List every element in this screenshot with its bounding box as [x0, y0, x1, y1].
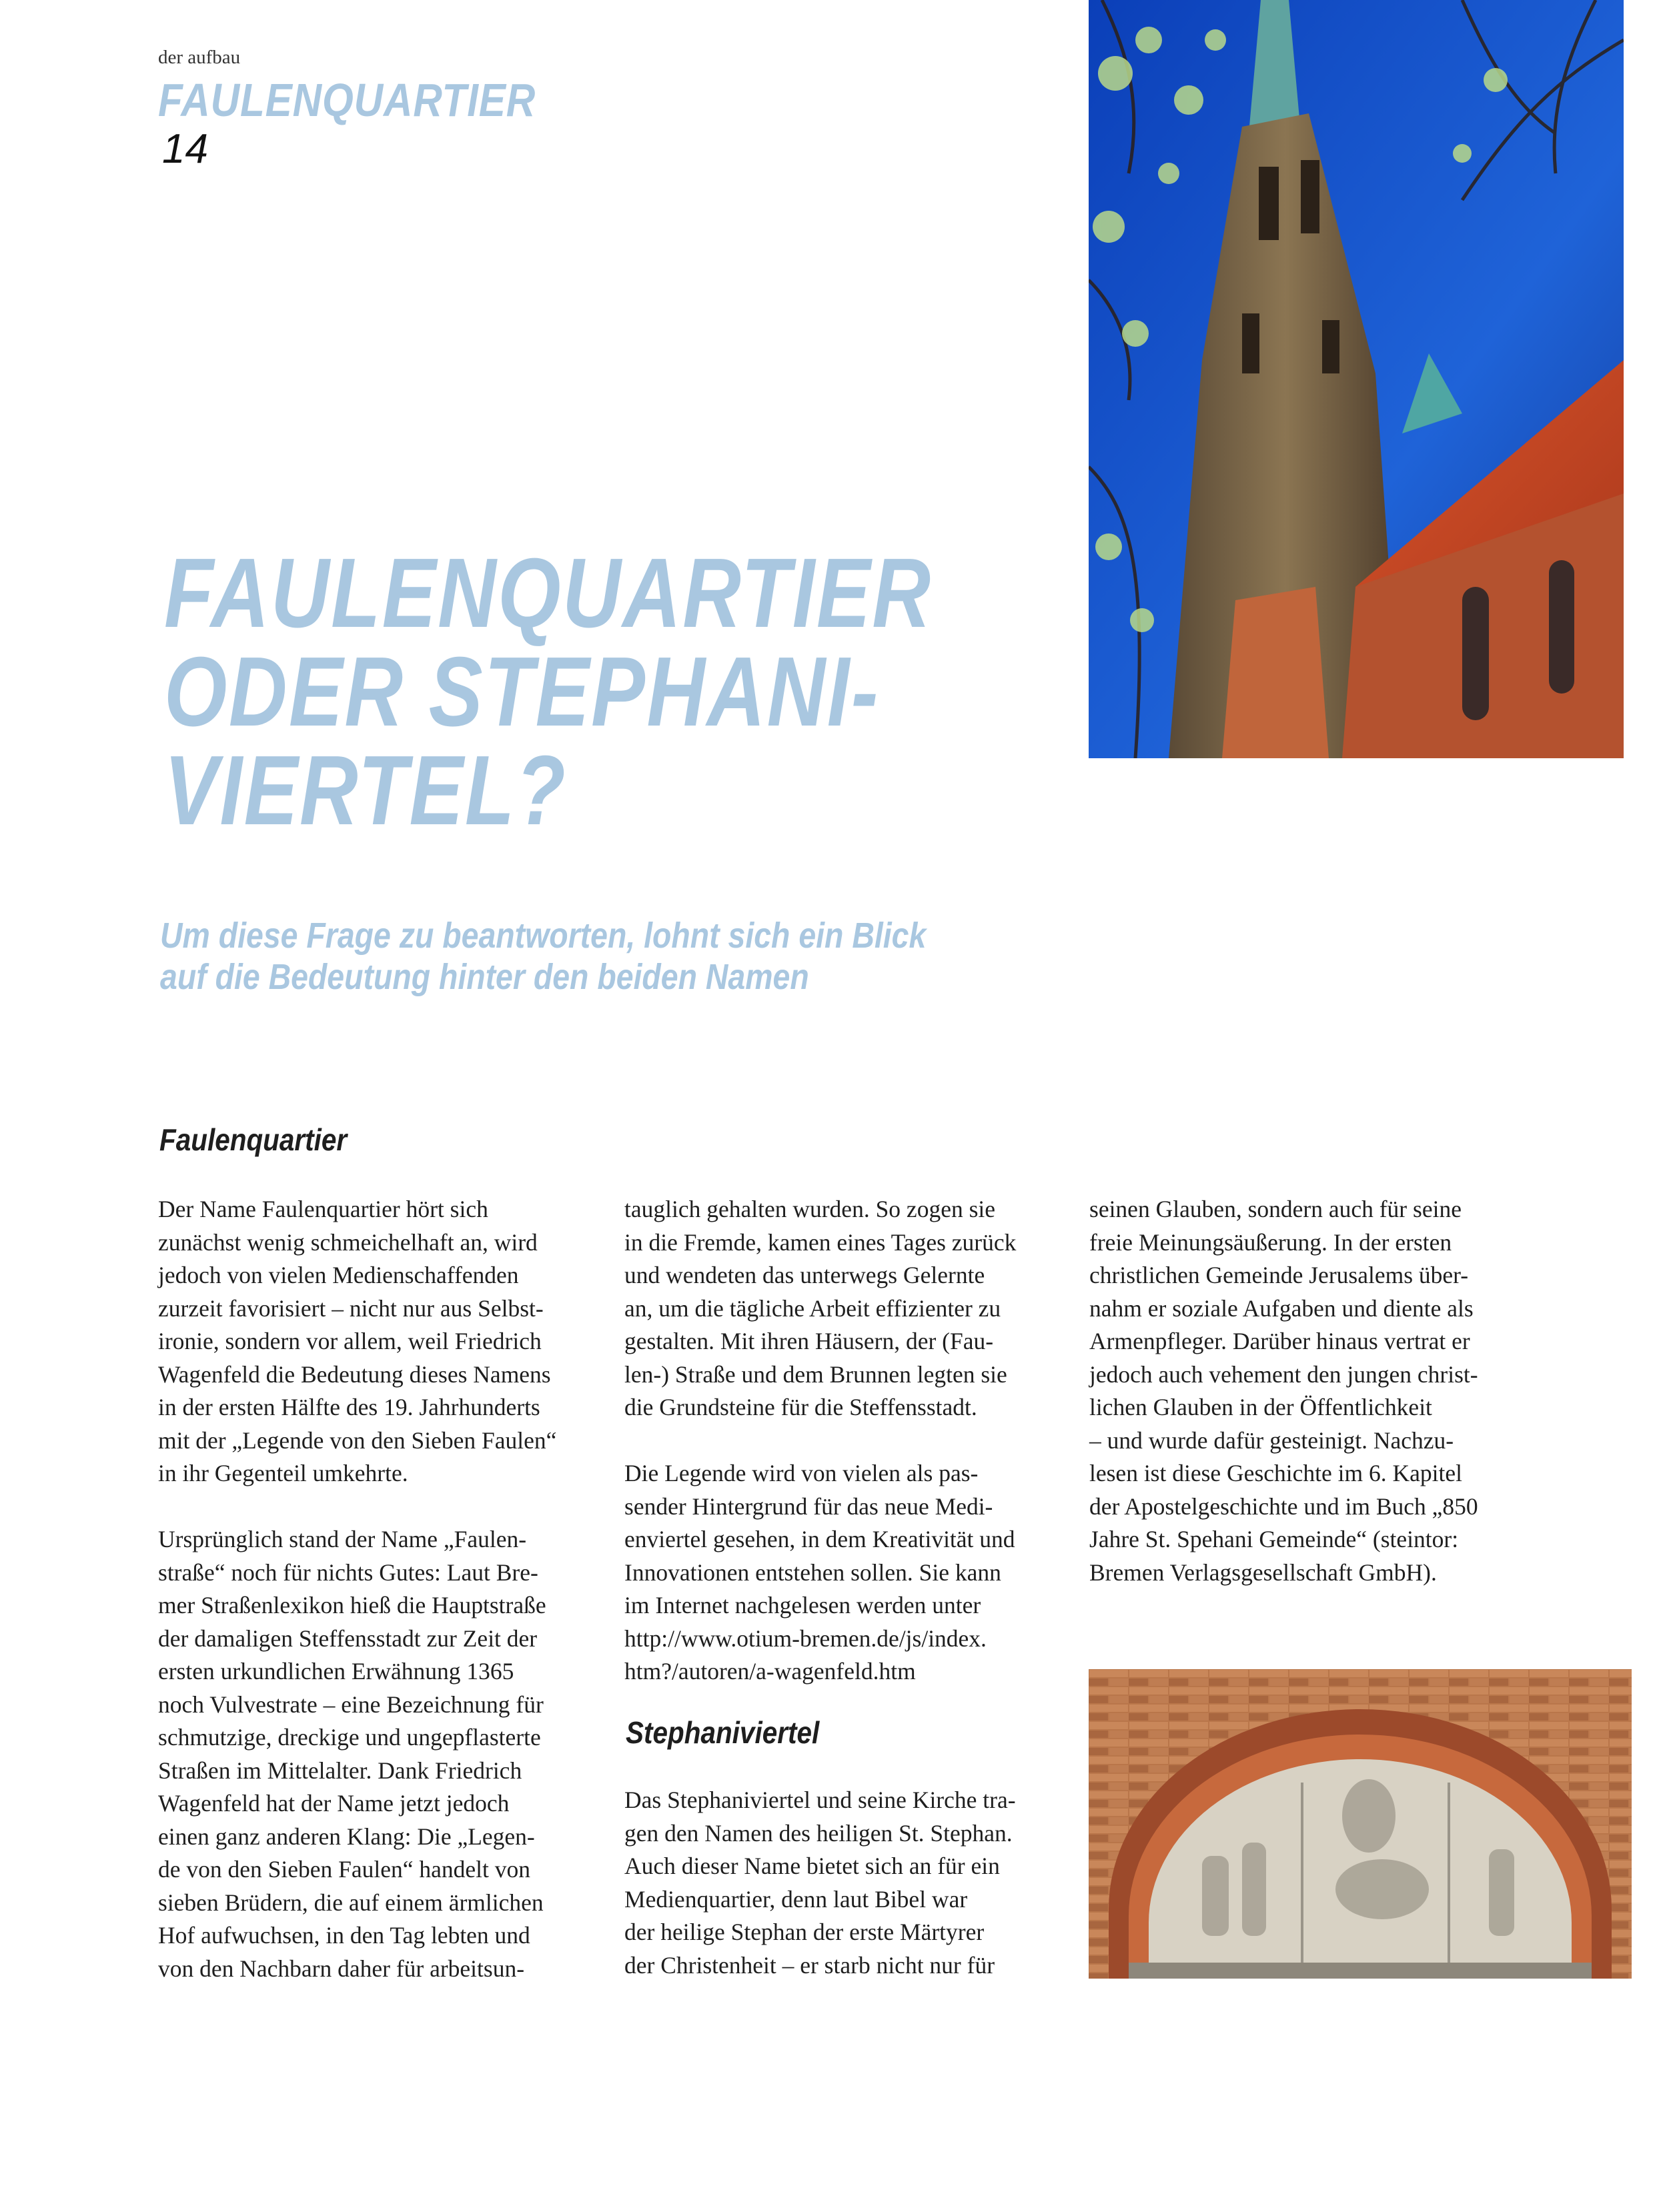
text-line: der Apostelgeschichte und im Buch „850	[1089, 1492, 1478, 1520]
text-line: Ursprünglich stand der Name „Faulen-	[158, 1526, 527, 1552]
text-line: jedoch von vielen Medienschaffenden	[158, 1262, 519, 1288]
lead-text	[160, 915, 926, 998]
text-line: der heilige Stephan der erste Märtyrer	[624, 1919, 985, 1945]
text-line: zunächst wenig schmeichelhaft an, wird	[158, 1228, 538, 1256]
text-line: die Grundsteine für die Steffensstadt.	[624, 1394, 977, 1420]
text-line: Innovationen entstehen sollen. Sie kann	[624, 1558, 1001, 1586]
portal-relief-photo	[1089, 1669, 1632, 1979]
text-line: Straßen im Mittelalter. Dank Friedrich	[158, 1757, 522, 1784]
text-line: in die Fremde, kamen eines Tages zurück	[624, 1228, 1017, 1256]
text-line: gen den Namen des heiligen St. Stephan.	[624, 1819, 1013, 1847]
text-column-2	[624, 1193, 1016, 1689]
section-title: FAULENQUARTIER	[158, 74, 536, 126]
text-line: Die Legende wird von vielen als pas-	[624, 1460, 979, 1486]
text-line: in der ersten Hälfte des 19. Jahrhunderts	[158, 1394, 540, 1420]
headline	[164, 538, 933, 846]
text-line: von den Nachbarn daher für arbeitsun-	[158, 1955, 525, 1982]
lead-line: auf die Bedeutung hinter den beiden Namen	[160, 957, 809, 997]
text-line: an, um die tägliche Arbeit effizienter zu	[624, 1294, 1001, 1322]
text-line: Das Stephaniviertel und seine Kirche tra-	[624, 1787, 1016, 1813]
text-line: enviertel gesehen, in dem Kreativität und	[624, 1526, 1015, 1552]
headline-line: FAULENQUARTIER	[164, 538, 933, 648]
lead-line: Um diese Frage zu beantworten, lohnt sich ein Blick	[160, 916, 927, 956]
text-line: zurzeit favorisiert – nicht nur aus Selbst-	[158, 1294, 544, 1322]
text-line: der Christenheit – er starb nicht nur für	[624, 1951, 995, 1979]
url-line[interactable]: http://www.otium-bremen.de/js/index.	[624, 1624, 987, 1652]
paragraph	[624, 1457, 1016, 1689]
subhead-stephaniviertel: Stephaniviertel	[626, 1715, 820, 1750]
text-line: ironie, sondern vor allem, weil Friedrich	[158, 1328, 542, 1354]
text-line: Bremen Verlagsgesellschaft GmbH).	[1089, 1558, 1437, 1586]
text-column-1	[158, 1193, 556, 1985]
text-line: ersten urkundlichen Erwähnung 1365	[158, 1658, 514, 1685]
text-line: straße“ noch für nichts Gutes: Laut Bre-	[158, 1558, 538, 1586]
headline-line: VIERTEL?	[164, 736, 568, 846]
paragraph	[624, 1784, 1016, 1982]
text-line: nahm er soziale Aufgaben und diente als	[1089, 1294, 1474, 1322]
page-number: 14	[162, 126, 208, 172]
text-line: len-) Straße und dem Brunnen legten sie	[624, 1360, 1007, 1388]
text-line: Wagenfeld die Bedeutung dieses Namens	[158, 1360, 551, 1388]
paragraph	[624, 1193, 1016, 1424]
section-label: der aufbau	[158, 47, 241, 68]
text-line: mer Straßenlexikon hieß die Hauptstraße	[158, 1592, 546, 1618]
paragraph	[158, 1523, 556, 1985]
paragraph	[158, 1193, 556, 1490]
text-line: im Internet nachgelesen werden unter	[624, 1592, 981, 1618]
text-line: sieben Brüdern, die auf einem ärmlichen	[158, 1889, 544, 1916]
text-line: Auch dieser Name bietet sich an für ein	[624, 1853, 1000, 1879]
text-line: – und wurde dafür gesteinigt. Nachzu-	[1089, 1426, 1454, 1454]
text-line: Der Name Faulenquartier hört sich	[158, 1196, 488, 1222]
text-line: gestalten. Mit ihren Häusern, der (Fau-	[624, 1328, 994, 1354]
text-column-3	[1089, 1193, 1478, 1589]
text-line: Medienquartier, denn laut Bibel war	[624, 1885, 968, 1913]
text-line: der damaligen Steffensstadt zur Zeit der	[158, 1624, 538, 1652]
text-line: in ihr Gegenteil umkehrte.	[158, 1460, 408, 1486]
text-line: schmutzige, dreckige und ungepflasterte	[158, 1724, 541, 1751]
text-line: mit der „Legende von den Sieben Faulen“	[158, 1426, 557, 1454]
paragraph	[1089, 1193, 1478, 1589]
text-line: lichen Glauben in der Öffentlichkeit	[1089, 1394, 1432, 1420]
text-line: freie Meinungsäußerung. In der ersten	[1089, 1228, 1452, 1256]
text-line: sender Hintergrund für das neue Medi-	[624, 1492, 993, 1520]
text-line: de von den Sieben Faulen“ handelt von	[158, 1856, 530, 1883]
text-line: tauglich gehalten wurden. So zogen sie	[624, 1196, 996, 1222]
text-line: und wendeten das unterwegs Gelernte	[624, 1262, 985, 1288]
church-tower-photo	[1089, 0, 1624, 758]
url-line[interactable]: htm?/autoren/a-wagenfeld.htm	[624, 1658, 916, 1685]
headline-line: ODER STEPHANI-	[164, 637, 880, 747]
text-line: einen ganz anderen Klang: Die „Legen-	[158, 1823, 535, 1850]
text-line: Armenpfleger. Darüber hinaus vertrat er	[1089, 1328, 1470, 1354]
text-column-2-continued	[624, 1784, 1016, 1982]
text-line: christlichen Gemeinde Jerusalems über-	[1089, 1262, 1469, 1288]
text-line: Hof aufwuchsen, in den Tag lebten und	[158, 1922, 530, 1949]
text-line: jedoch auch vehement den jungen christ-	[1089, 1360, 1478, 1388]
text-line: Wagenfeld hat der Name jetzt jedoch	[158, 1790, 510, 1817]
text-line: noch Vulvestrate – eine Bezeichnung für	[158, 1691, 544, 1718]
text-line: Jahre St. Spehani Gemeinde“ (steintor:	[1089, 1526, 1459, 1552]
subhead-faulenquartier: Faulenquartier	[159, 1122, 348, 1157]
text-line: seinen Glauben, sondern auch für seine	[1089, 1196, 1462, 1222]
text-line: lesen ist diese Geschichte im 6. Kapitel	[1089, 1460, 1462, 1486]
